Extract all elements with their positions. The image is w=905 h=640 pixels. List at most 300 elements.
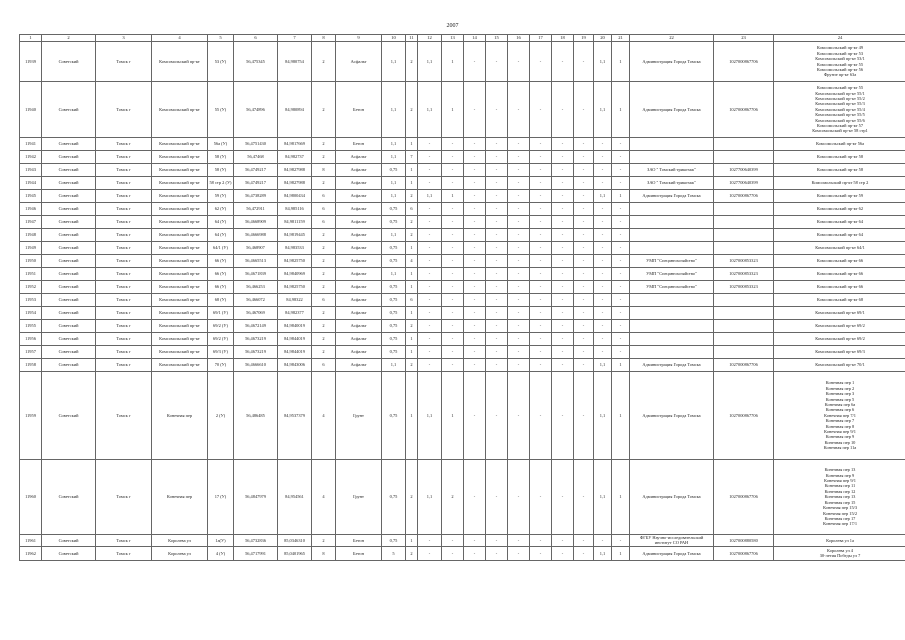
district-cell: Советский	[42, 346, 96, 359]
col20-cell: -	[574, 372, 594, 460]
latitude-cell: 56,4732836	[234, 535, 278, 547]
row-id: 11954	[20, 307, 42, 320]
ogrn-cell	[714, 320, 774, 333]
col15-cell: -	[464, 460, 486, 535]
col11-cell: 0,75	[382, 255, 406, 268]
district-cell: Советский	[42, 333, 96, 346]
house-cell: 69/3 (У)	[208, 346, 234, 359]
col16-cell: -	[486, 460, 508, 535]
served-address: Конечная пер 11	[824, 483, 856, 489]
area-cell: 2	[312, 346, 336, 359]
col16-cell: -	[486, 177, 508, 190]
col17-cell: -	[508, 307, 530, 320]
table-row	[20, 268, 905, 281]
latitude-cell: 56,4847979	[234, 460, 278, 535]
served-address: Конечная пер 10	[824, 439, 856, 445]
col20-cell: -	[574, 216, 594, 229]
col16-cell: -	[486, 268, 508, 281]
col14-cell: -	[442, 229, 464, 242]
ogrn-cell: 1027000867706	[714, 546, 774, 560]
col20-cell: -	[574, 346, 594, 359]
served-address: Конечная пер 17/1	[822, 521, 858, 527]
col15-cell: -	[464, 190, 486, 203]
served-address: Конечная пер 7	[825, 418, 855, 424]
col22-cell: -	[612, 229, 630, 242]
owner-cell: УМП "Спецавтохозяйство"	[630, 268, 714, 281]
table-row	[20, 255, 905, 268]
latitude-cell: 56,4673219	[234, 333, 278, 346]
served-address: Конечная пер 9/1	[824, 429, 856, 435]
col13-cell: -	[418, 346, 442, 359]
served-address: Конечная пер 9	[825, 434, 855, 440]
col15-cell: -	[464, 216, 486, 229]
column-number-2: 2	[42, 35, 96, 42]
latitude-cell: 56,475345	[234, 42, 278, 82]
column-number-20: 20	[594, 35, 612, 42]
row-id: 11950	[20, 255, 42, 268]
col13-cell: 1,1	[418, 190, 442, 203]
latitude-cell: 56,4751430	[234, 138, 278, 151]
area-cell: 2	[312, 535, 336, 547]
longitude-cell: 85,0346310	[278, 535, 312, 547]
col21-cell: -	[594, 294, 612, 307]
served-address: Комсомольский пр-кт 70/1	[815, 362, 865, 368]
column-number-22: 22	[630, 35, 714, 42]
ogrn-cell: 1027000853323	[714, 281, 774, 294]
served-address: Конечная пер 17	[824, 515, 856, 521]
house-cell: 64/1 (У)	[208, 242, 234, 255]
longitude-cell: 84,9844019	[278, 333, 312, 346]
col15-cell: -	[464, 229, 486, 242]
col17-cell: -	[508, 42, 530, 82]
col11-cell: 1,1	[382, 268, 406, 281]
col17-cell: -	[508, 242, 530, 255]
col22-cell: -	[612, 281, 630, 294]
column-number-13: 13	[442, 35, 464, 42]
served-address: Комсомольский пр-кт 53/1	[815, 56, 865, 62]
served-address: Конечная пер 15/2	[822, 510, 858, 516]
city-cell: Томск г	[96, 164, 152, 177]
area-cell: 2	[312, 242, 336, 255]
served-address: Конечная пер 2	[825, 385, 855, 391]
col20-cell: -	[574, 294, 594, 307]
col19-cell: -	[552, 42, 574, 82]
area-cell: 2	[312, 138, 336, 151]
surface-cell: Грунт	[336, 372, 382, 460]
owner-cell	[630, 294, 714, 307]
col21-cell: -	[594, 242, 612, 255]
owner-cell: Администрация Города Томска	[630, 82, 714, 138]
col13-cell: -	[418, 546, 442, 560]
col11-cell: 1,1	[382, 229, 406, 242]
served-address: Комсомольский пр-кт 53	[816, 50, 864, 56]
served-address: Комсомольский пр-кт 55/6	[815, 117, 865, 123]
column-number-24: 24	[774, 35, 905, 42]
col11-cell: 0,75	[382, 333, 406, 346]
served-addresses-cell	[774, 460, 905, 535]
col12-cell: 2	[406, 460, 418, 535]
owner-cell	[630, 242, 714, 255]
district-cell: Советский	[42, 372, 96, 460]
owner-cell: Администрация Города Томска	[630, 546, 714, 560]
served-addresses-cell	[774, 203, 905, 216]
ogrn-cell: 1027000867706	[714, 82, 774, 138]
col12-cell: 2	[406, 229, 418, 242]
table-row	[20, 229, 905, 242]
col11-cell: 0,75	[382, 346, 406, 359]
city-cell: Томск г	[96, 320, 152, 333]
col21-cell: -	[594, 535, 612, 547]
col22-cell: -	[612, 177, 630, 190]
table-row	[20, 281, 905, 294]
owner-cell: УМП "Спецавтохозяйство"	[630, 255, 714, 268]
col21-cell: -	[594, 138, 612, 151]
served-address: Комсомольский пр-кт 68	[816, 297, 864, 303]
col17-cell: -	[508, 359, 530, 372]
ogrn-cell: 1027000867706	[714, 359, 774, 372]
column-number-15: 15	[486, 35, 508, 42]
col12-cell: 6	[406, 203, 418, 216]
col21-cell: -	[594, 346, 612, 359]
district-cell: Советский	[42, 190, 96, 203]
served-address: Комсомольский пр-кт 62	[816, 206, 864, 212]
surface-cell: Бетон	[336, 138, 382, 151]
col16-cell: -	[486, 359, 508, 372]
city-cell: Томск г	[96, 138, 152, 151]
col11-cell: 0,75	[382, 307, 406, 320]
row-id: 11952	[20, 281, 42, 294]
served-address: Комсомольский пр-кт 58 стр1	[812, 128, 868, 134]
col19-cell: -	[552, 281, 574, 294]
house-cell: 53 (У)	[208, 42, 234, 82]
latitude-cell: 56,4738289	[234, 190, 278, 203]
col12-cell: 1	[406, 535, 418, 547]
col14-cell: -	[442, 151, 464, 164]
col20-cell: -	[574, 42, 594, 82]
served-address: Конечная пер 6а	[824, 401, 856, 407]
row-id: 11948	[20, 229, 42, 242]
street-cell: Комсомольский пр-кт	[152, 333, 208, 346]
served-address: Комсомольский пр-кт 56а	[815, 141, 865, 147]
street-cell: Комсомольский пр-кт	[152, 138, 208, 151]
ogrn-cell	[714, 294, 774, 307]
owner-cell	[630, 216, 714, 229]
city-cell: Томск г	[96, 460, 152, 535]
served-address: Королева ул 1а	[826, 537, 854, 543]
city-cell: Томск г	[96, 307, 152, 320]
col19-cell: -	[552, 535, 574, 547]
district-cell: Советский	[42, 242, 96, 255]
col21-cell: -	[594, 268, 612, 281]
col19-cell: -	[552, 372, 574, 460]
house-cell: 64 (У)	[208, 216, 234, 229]
col12-cell: 1	[406, 164, 418, 177]
street-cell: Комсомольский пр-кт	[152, 190, 208, 203]
city-cell: Томск г	[96, 294, 152, 307]
longitude-cell: 84,9825750	[278, 255, 312, 268]
ogrn-cell	[714, 138, 774, 151]
table-row	[20, 460, 905, 535]
house-cell: 66 (У)	[208, 281, 234, 294]
col18-cell: -	[530, 460, 552, 535]
served-address: Конечная пер 6	[825, 407, 855, 413]
col15-cell: -	[464, 333, 486, 346]
col22-cell: 1	[612, 372, 630, 460]
column-number-16: 16	[508, 35, 530, 42]
served-address: Комсомольский пр-кт 69/1	[815, 310, 865, 316]
city-cell: Томск г	[96, 190, 152, 203]
street-cell: Комсомольский пр-кт	[152, 242, 208, 255]
house-cell: 59 (У)	[208, 190, 234, 203]
col19-cell: -	[552, 82, 574, 138]
col22-cell: -	[612, 307, 630, 320]
ogrn-cell	[714, 333, 774, 346]
col11-cell: 0,75	[382, 281, 406, 294]
col14-cell: 1	[442, 42, 464, 82]
col11-cell: 1,1	[382, 42, 406, 82]
col12-cell: 2	[406, 190, 418, 203]
served-address: Комсомольский пр-кт 66	[816, 284, 864, 290]
longitude-cell: 84,9840019	[278, 320, 312, 333]
served-addresses-cell	[774, 177, 905, 190]
table-row	[20, 333, 905, 346]
col19-cell: -	[552, 460, 574, 535]
row-id: 11959	[20, 372, 42, 460]
served-address: Конечная пер 11а	[823, 445, 857, 451]
surface-cell: Асфальт	[336, 203, 382, 216]
col18-cell: -	[530, 164, 552, 177]
surface-cell: Асфальт	[336, 359, 382, 372]
street-cell: Королева ул	[152, 535, 208, 547]
col22-cell: -	[612, 164, 630, 177]
col11-cell: 1,1	[382, 190, 406, 203]
latitude-cell: 56,4749217	[234, 177, 278, 190]
col15-cell: -	[464, 307, 486, 320]
col13-cell: 1,1	[418, 372, 442, 460]
street-cell: Комсомольский пр-кт	[152, 177, 208, 190]
col21-cell: 1,1	[594, 546, 612, 560]
col13-cell: -	[418, 151, 442, 164]
col16-cell: -	[486, 255, 508, 268]
col19-cell: -	[552, 294, 574, 307]
col14-cell: -	[442, 216, 464, 229]
col15-cell: -	[464, 535, 486, 547]
ogrn-cell	[714, 242, 774, 255]
table-row	[20, 546, 905, 560]
table-row	[20, 177, 905, 190]
column-number-21: 21	[612, 35, 630, 42]
col13-cell: -	[418, 268, 442, 281]
table-row	[20, 82, 905, 138]
district-cell: Советский	[42, 138, 96, 151]
city-cell: Томск г	[96, 242, 152, 255]
served-address: Конечная пер 12	[824, 488, 856, 494]
col21-cell: -	[594, 164, 612, 177]
longitude-cell: 84,9819445	[278, 229, 312, 242]
col21-cell: 1,1	[594, 82, 612, 138]
column-number-8: 8	[312, 35, 336, 42]
col16-cell: -	[486, 203, 508, 216]
col22-cell: -	[612, 151, 630, 164]
table-row	[20, 138, 905, 151]
table-row	[20, 346, 905, 359]
col18-cell: -	[530, 216, 552, 229]
city-cell: Томск г	[96, 229, 152, 242]
col18-cell: -	[530, 190, 552, 203]
longitude-cell: 84,9844019	[278, 346, 312, 359]
col21-cell: -	[594, 333, 612, 346]
served-address: Конечная пер 3	[825, 391, 855, 397]
col21-cell: -	[594, 203, 612, 216]
col19-cell: -	[552, 268, 574, 281]
longitude-cell: 84,9811159	[278, 216, 312, 229]
house-cell: 70 (У)	[208, 359, 234, 372]
col17-cell: -	[508, 294, 530, 307]
col17-cell: -	[508, 281, 530, 294]
surface-cell: Асфальт	[336, 281, 382, 294]
col15-cell: -	[464, 346, 486, 359]
col19-cell: -	[552, 203, 574, 216]
page-number: 2007	[446, 23, 459, 29]
district-cell: Советский	[42, 359, 96, 372]
served-address: Комсомольский пр-кт 66	[816, 271, 864, 277]
col22-cell: -	[612, 320, 630, 333]
district-cell: Советский	[42, 151, 96, 164]
col22-cell: -	[612, 346, 630, 359]
area-cell: 2	[312, 281, 336, 294]
served-address: Комсомольский пр-кт 64	[816, 219, 864, 225]
col18-cell: -	[530, 203, 552, 216]
row-id: 11953	[20, 294, 42, 307]
col19-cell: -	[552, 255, 574, 268]
col12-cell: 2	[406, 359, 418, 372]
col17-cell: -	[508, 372, 530, 460]
longitude-cell: 84,954561	[278, 460, 312, 535]
city-cell: Томск г	[96, 281, 152, 294]
house-cell: 69/1 (У)	[208, 307, 234, 320]
house-cell: 68 (У)	[208, 294, 234, 307]
district-cell: Советский	[42, 229, 96, 242]
col13-cell: -	[418, 164, 442, 177]
col11-cell: 1,1	[382, 138, 406, 151]
owner-cell	[630, 138, 714, 151]
city-cell: Томск г	[96, 546, 152, 560]
col18-cell: -	[530, 177, 552, 190]
column-number-9: 9	[336, 35, 382, 42]
table-row	[20, 190, 905, 203]
col16-cell: -	[486, 190, 508, 203]
col21-cell: -	[594, 320, 612, 333]
col16-cell: -	[486, 216, 508, 229]
city-cell: Томск г	[96, 203, 152, 216]
column-number-23: 23	[714, 35, 774, 42]
area-cell: 2	[312, 255, 336, 268]
street-cell: Комсомольский пр-кт	[152, 229, 208, 242]
col16-cell: -	[486, 333, 508, 346]
served-addresses-cell	[774, 320, 905, 333]
served-address: Комсомольский пр-кт 56	[816, 66, 864, 72]
owner-cell	[630, 203, 714, 216]
latitude-cell: 56,4749217	[234, 164, 278, 177]
district-cell: Советский	[42, 164, 96, 177]
served-addresses-cell	[774, 372, 905, 460]
district-cell: Советский	[42, 535, 96, 547]
surface-cell: Асфальт	[336, 307, 382, 320]
area-cell: 6	[312, 216, 336, 229]
served-address: Комсомольский пр-кт 58 стр 2	[811, 180, 869, 186]
surface-cell: Асфальт	[336, 164, 382, 177]
city-cell: Томск г	[96, 346, 152, 359]
col16-cell: -	[486, 42, 508, 82]
col13-cell: -	[418, 294, 442, 307]
ogrn-cell: 1027000867706	[714, 372, 774, 460]
col20-cell: -	[574, 268, 594, 281]
surface-cell: Грунт	[336, 460, 382, 535]
served-address: 30-летия Победы ул 7	[819, 553, 861, 559]
col17-cell: -	[508, 535, 530, 547]
col18-cell: -	[530, 307, 552, 320]
col14-cell: -	[442, 242, 464, 255]
house-cell: 64 (У)	[208, 229, 234, 242]
row-id: 11941	[20, 138, 42, 151]
col20-cell: -	[574, 203, 594, 216]
col15-cell: -	[464, 242, 486, 255]
col17-cell: -	[508, 255, 530, 268]
street-cell: Королева ул	[152, 546, 208, 560]
surface-cell: Асфальт	[336, 346, 382, 359]
longitude-cell: 84,9537379	[278, 372, 312, 460]
col16-cell: -	[486, 281, 508, 294]
surface-cell: Асфальт	[336, 42, 382, 82]
latitude-cell: 56,4666988	[234, 229, 278, 242]
surface-cell: Асфальт	[336, 177, 382, 190]
col12-cell: 4	[406, 255, 418, 268]
row-id: 11942	[20, 151, 42, 164]
served-addresses-cell	[774, 151, 905, 164]
col14-cell: -	[442, 333, 464, 346]
owner-cell	[630, 346, 714, 359]
city-cell: Томск г	[96, 42, 152, 82]
served-address: Конечная пер 13	[824, 467, 856, 473]
col17-cell: -	[508, 320, 530, 333]
col11-cell: 1,1	[382, 82, 406, 138]
served-addresses-cell	[774, 216, 905, 229]
ogrn-cell	[714, 307, 774, 320]
served-address: Конечная пер 15	[824, 499, 856, 505]
col22-cell: 1	[612, 546, 630, 560]
col18-cell: -	[530, 255, 552, 268]
col22-cell: -	[612, 333, 630, 346]
owner-cell	[630, 229, 714, 242]
street-cell: Комсомольский пр-кт	[152, 346, 208, 359]
house-cell: 62 (У)	[208, 203, 234, 216]
column-number-12: 12	[418, 35, 442, 42]
street-cell: Комсомольский пр-кт	[152, 82, 208, 138]
col14-cell: -	[442, 320, 464, 333]
longitude-cell: 84,9827988	[278, 177, 312, 190]
row-id: 11943	[20, 164, 42, 177]
area-cell: 4	[312, 372, 336, 460]
served-addresses-cell	[774, 138, 905, 151]
city-cell: Томск г	[96, 216, 152, 229]
table-row	[20, 164, 905, 177]
ogrn-cell: 1027000853323	[714, 255, 774, 268]
col14-cell: -	[442, 177, 464, 190]
col14-cell: -	[442, 164, 464, 177]
col17-cell: -	[508, 546, 530, 560]
col22-cell: 1	[612, 42, 630, 82]
latitude-cell: 56,4668909	[234, 216, 278, 229]
